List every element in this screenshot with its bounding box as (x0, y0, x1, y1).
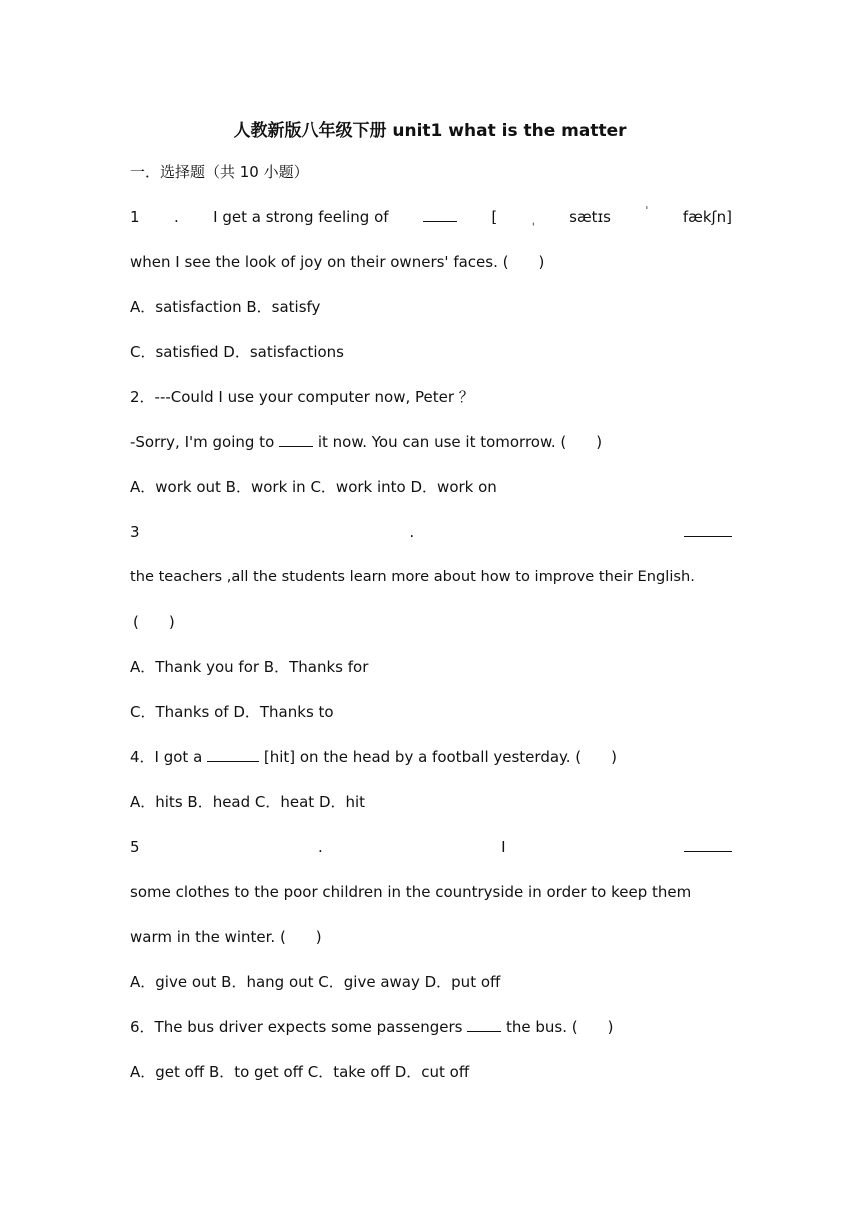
question-1-line-1 (130, 206, 732, 228)
q1-syllable-2: fækʃn] (682, 208, 732, 226)
q6-text-before-blank: 6．The bus driver expects some passengers (130, 1018, 463, 1036)
question-5-line-2: some clothes to the poor children in the countryside in order to keep them (130, 883, 692, 901)
q6-option-row-1: A．get off B．to get off C．take off D．cut off (130, 1063, 470, 1081)
q4-answer-blank[interactable] (207, 746, 259, 762)
question-3-line-2: the teachers ,all the students learn more about how to improve their English. (130, 568, 695, 585)
document-title: 人教新版八年级下册 unit1 what is the matter (233, 121, 627, 141)
q6-text-after-blank: the bus. ( ) (506, 1018, 614, 1036)
q1-syllable-1: sætɪs (569, 208, 611, 226)
q4-text-after-blank: [hit] on the head by a football yesterday. ( ) (263, 748, 618, 766)
q2-option-row-1: A．work out B．work in C．work into D．work on (130, 478, 497, 496)
question-5-line-1 (130, 836, 732, 858)
q5-word: I (501, 838, 506, 856)
question-5-line-3: warm in the winter. ( ) (130, 928, 322, 946)
q4-text-before-blank: 4．I got a (130, 748, 203, 766)
q4-option-row-1: A．hits B．head C．heat D．hit (130, 793, 366, 811)
q1-dot: . (173, 208, 179, 226)
q1-stress-mark-2: ˈ (645, 204, 649, 217)
section-heading: 一．选择题（共 10 小题） (130, 163, 309, 181)
question-4-line-1 (130, 746, 732, 768)
q1-option-row-2: C．satisfied D．satisfactions (130, 343, 344, 361)
q3-answer-blank[interactable] (684, 521, 732, 537)
q1-answer-blank[interactable] (423, 206, 457, 222)
question-3-line-1 (130, 521, 732, 543)
q3-dot: . (409, 523, 415, 541)
q3-option-row-1: A．Thank you for B．Thanks for (130, 658, 369, 676)
q2-answer-blank[interactable] (279, 431, 313, 447)
q5-number: 5 (130, 838, 140, 856)
q1-option-row-1: A．satisfaction B．satisfy (130, 298, 321, 316)
q1-phonetic-open: [ (491, 208, 498, 226)
q2-text-before-blank: -Sorry, I'm going to (130, 433, 275, 451)
question-2-line-1: 2．---Could I use your computer now, Peter ？ (130, 388, 474, 406)
question-1-line-2: when I see the look of joy on their owners' faces. ( ) (130, 253, 545, 271)
q6-answer-blank[interactable] (467, 1016, 501, 1032)
question-3-line-3: ( ) (133, 613, 175, 631)
q5-dot: . (317, 838, 323, 856)
q1-stress-mark-1: ˌ (531, 214, 535, 227)
q1-text: I get a strong feeling of (213, 208, 389, 226)
q1-number: 1 (130, 208, 140, 226)
q3-number: 3 (130, 523, 140, 541)
q3-option-row-2: C．Thanks of D．Thanks to (130, 703, 334, 721)
q5-answer-blank[interactable] (684, 836, 732, 852)
q2-text-after-blank: it now. You can use it tomorrow. ( ) (317, 433, 603, 451)
question-6-line-1 (130, 1016, 732, 1038)
q5-option-row-1: A．give out B．hang out C．give away D．put off (130, 973, 501, 991)
question-2-line-2 (130, 431, 732, 453)
